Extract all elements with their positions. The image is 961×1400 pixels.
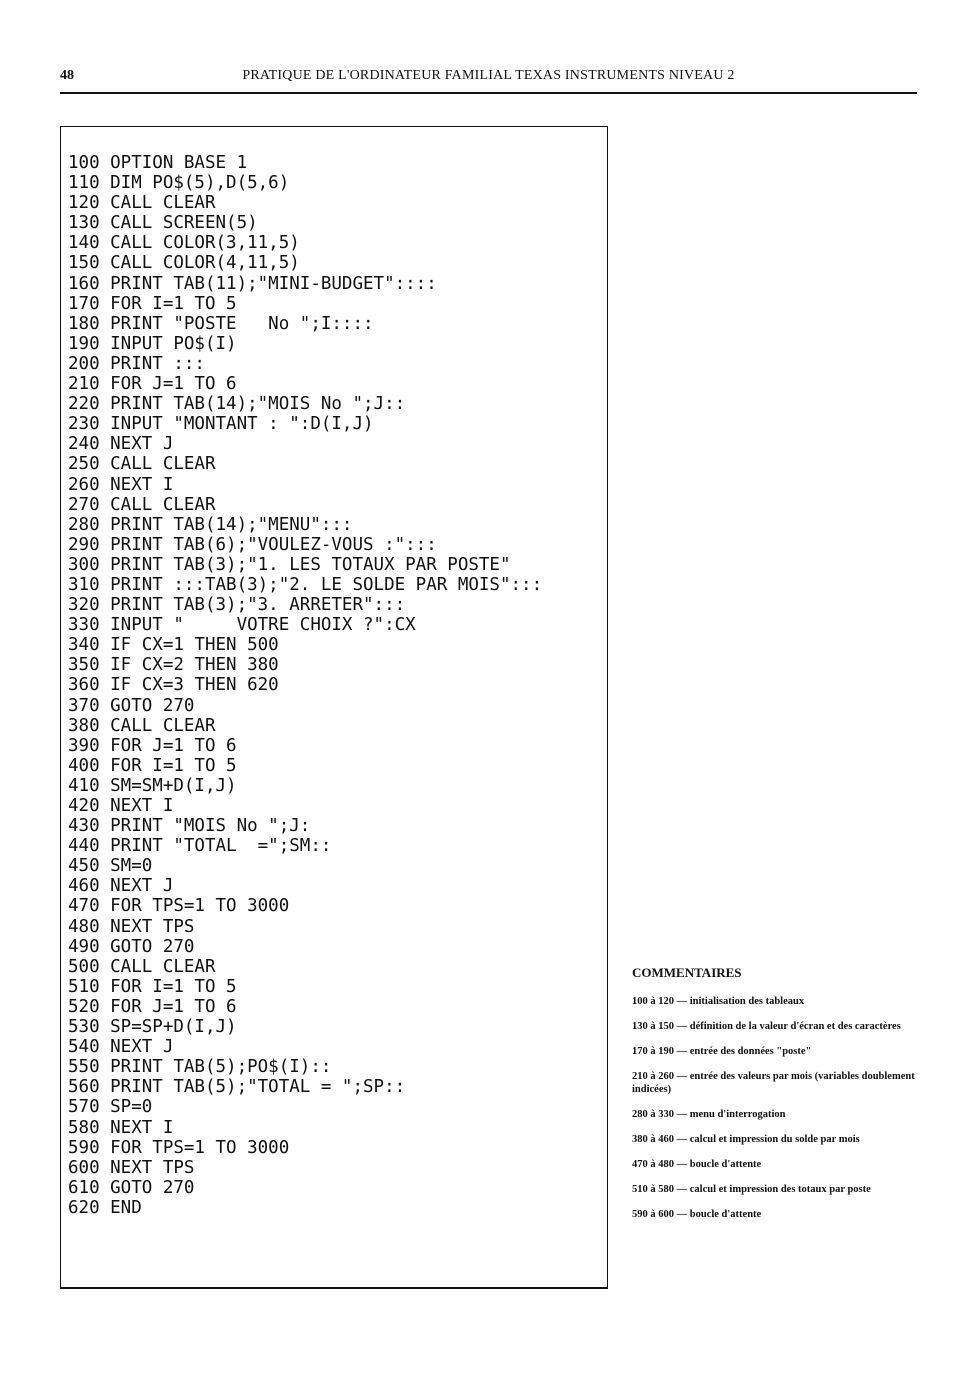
code-line: 320 PRINT TAB(3);"3. ARRETER"::: [68,595,406,616]
code-line: 110 DIM PO$(5),D(5,6) [68,173,290,194]
code-line: 570 SP=0 [68,1097,153,1118]
code-line: 220 PRINT TAB(14);"MOIS No ";J:: [68,394,406,415]
code-line: 510 FOR I=1 TO 5 [68,976,237,997]
code-line: 250 CALL CLEAR [68,454,216,475]
page-number: 48 [60,68,74,83]
code-line: 180 PRINT "POSTE No ";I:::: [68,313,374,334]
code-line: 540 NEXT J [68,1037,174,1058]
code-line: 590 FOR TPS=1 TO 3000 [68,1137,290,1158]
code-line: 430 PRINT "MOIS No ";J: [68,816,311,837]
comments-list [632,995,922,1221]
code-line: 380 CALL CLEAR [68,715,216,736]
code-line: 190 INPUT PO$(I) [68,333,237,354]
code-line: 240 NEXT J [68,434,174,455]
code-line: 170 FOR I=1 TO 5 [68,293,237,314]
code-line: 460 NEXT J [68,876,174,897]
comment-item: 380 à 460 — calcul et impression du solde par mois [632,1134,860,1145]
code-line: 530 SP=SP+D(I,J) [68,1017,237,1038]
code-line: 270 CALL CLEAR [68,494,216,515]
code-line: 160 PRINT TAB(11);"MINI-BUDGET":::: [68,273,437,294]
code-line: 580 NEXT I [68,1117,174,1138]
code-line: 120 CALL CLEAR [68,193,216,214]
code-line: 550 PRINT TAB(5);PO$(I):: [68,1057,332,1078]
code-line: 340 IF CX=1 THEN 500 [68,635,279,656]
code-line: 310 PRINT :::TAB(3);"2. LE SOLDE PAR MOIS"::: [68,574,543,595]
code-line: 560 PRINT TAB(5);"TOTAL = ";SP:: [68,1077,406,1098]
code-line: 300 PRINT TAB(3);"1. LES TOTAUX PAR POSTE" [68,554,511,575]
code-line: 130 CALL SCREEN(5) [68,213,258,234]
code-line: 620 END [68,1197,142,1218]
code-line: 440 PRINT "TOTAL =";SM:: [68,836,332,857]
code-line: 280 PRINT TAB(14);"MENU"::: [68,514,353,535]
code-line: 400 FOR I=1 TO 5 [68,755,237,776]
program-listing-box [60,126,608,1289]
code-line: 600 NEXT TPS [68,1157,195,1178]
comment-item: 100 à 120 — initialisation des tableaux [632,996,805,1007]
code-line: 360 IF CX=3 THEN 620 [68,675,279,696]
program-listing [68,153,542,1218]
comment-item: 210 à 260 — entrée des valeurs par mois (variables doublement indicées) [632,1071,915,1095]
code-line: 260 NEXT I [68,474,174,495]
code-line: 420 NEXT I [68,796,174,816]
running-head [60,68,917,94]
code-line: 470 FOR TPS=1 TO 3000 [68,896,290,917]
comment-item: 130 à 150 — définition de la valeur d'écran et des caractères [632,1021,901,1032]
comment-item: 170 à 190 — entrée des données "poste" [632,1046,812,1057]
code-line: 410 SM=SM+D(I,J) [68,775,237,796]
code-line: 140 CALL COLOR(3,11,5) [68,233,300,254]
code-line: 390 FOR J=1 TO 6 [68,735,237,756]
code-line: 330 INPUT " VOTRE CHOIX ?":CX [68,615,416,636]
code-line: 520 FOR J=1 TO 6 [68,996,237,1017]
code-line: 610 GOTO 270 [68,1177,195,1198]
code-line: 100 OPTION BASE 1 [68,153,248,173]
comment-item: 510 à 580 — calcul et impression des totaux par poste [632,1184,871,1195]
comments-title: COMMENTAIRES [632,965,742,980]
code-line: 150 CALL COLOR(4,11,5) [68,253,300,274]
comment-item: 280 à 330 — menu d'interrogation [632,1109,786,1120]
code-line: 370 GOTO 270 [68,695,195,716]
code-line: 230 INPUT "MONTANT : ":D(I,J) [68,414,374,435]
comment-item: 590 à 600 — boucle d'attente [632,1209,762,1220]
comments-panel [632,965,922,1233]
code-line: 480 NEXT TPS [68,916,195,937]
code-line: 210 FOR J=1 TO 6 [68,374,237,395]
code-line: 290 PRINT TAB(6);"VOULEZ-VOUS :"::: [68,534,437,555]
code-line: 450 SM=0 [68,856,153,877]
code-line: 200 PRINT ::: [68,353,205,374]
comment-item: 470 à 480 — boucle d'attente [632,1159,762,1170]
code-line: 490 GOTO 270 [68,936,195,957]
code-line: 500 CALL CLEAR [68,956,216,977]
running-title: PRATIQUE DE L'ORDINATEUR FAMILIAL TEXAS INSTRUMENTS NIVEAU 2 [242,68,735,83]
code-line: 350 IF CX=2 THEN 380 [68,655,279,676]
